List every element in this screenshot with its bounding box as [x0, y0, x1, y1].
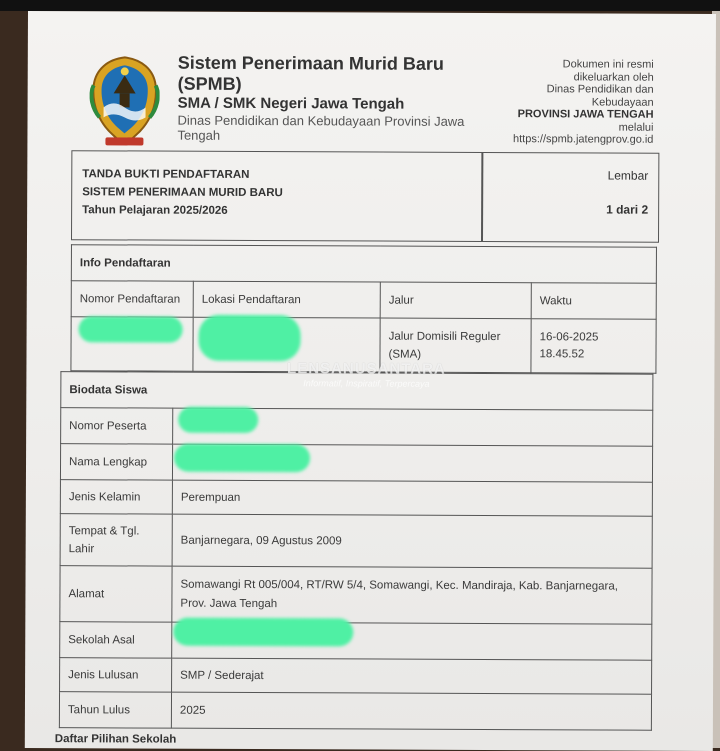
- field-label: Tahun Lulus: [59, 692, 171, 728]
- sheet-label: Lembar: [607, 168, 649, 183]
- field-label: Jenis Kelamin: [60, 480, 172, 514]
- field-value: Perempuan: [172, 480, 652, 516]
- header-title-block: [177, 54, 477, 144]
- field-value: Banjarnegara, 09 Agustus 2009: [172, 514, 652, 568]
- watermark: [236, 360, 496, 389]
- field-label: Sekolah Asal: [60, 622, 172, 658]
- redaction-mark: [198, 315, 300, 361]
- route-cell: Jalur Domisili Reguler (SMA): [380, 318, 531, 373]
- notice-url: https://spmb.jatengprov.go.id: [512, 133, 654, 146]
- field-label: Nomor Peserta: [61, 408, 173, 444]
- system-title: Sistem Penerimaan Murid Baru: [177, 52, 444, 74]
- notice-line: Dinas Pendidikan dan: [546, 83, 654, 96]
- title-divider: [481, 153, 483, 241]
- section-heading-school-choices: Daftar Pilihan Sekolah: [54, 733, 177, 746]
- academic-year: Tahun Pelajaran 2025/2026: [82, 204, 228, 217]
- system-subtitle: SMA / SMK Negeri Jawa Tengah: [177, 94, 405, 113]
- system-abbreviation: (SPMB): [177, 73, 242, 94]
- registration-time: 18.45.52: [539, 347, 585, 360]
- section-heading-biodata: Biodata Siswa: [61, 372, 653, 411]
- top-bar: [0, 0, 720, 11]
- receipt-title-line: TANDA BUKTI PENDAFTARAN: [82, 168, 250, 181]
- receipt-title-box: [71, 150, 659, 243]
- agency-name: Dinas Pendidikan dan Kebudayaan Provinsi Jawa Tengah: [177, 112, 465, 143]
- column-header: Nomor Pendaftaran: [71, 281, 193, 318]
- watermark-tagline: Informatif, Inspiratif, Terpercaya: [303, 378, 430, 389]
- field-value: SMP / Sederajat: [172, 658, 652, 694]
- student-biodata-table: [59, 371, 654, 731]
- redaction-mark: [173, 618, 353, 647]
- notice-via: melalui: [618, 121, 654, 134]
- column-header: Jalur: [380, 282, 531, 319]
- redaction-mark: [174, 444, 310, 473]
- column-header: Waktu: [531, 283, 656, 320]
- official-notice: [473, 58, 653, 146]
- section-heading-info: Info Pendaftaran: [71, 245, 656, 284]
- notice-line: Dokumen ini resmi: [562, 58, 654, 71]
- field-label: Alamat: [60, 566, 172, 622]
- watermark-text: LENSANUSANTARA: [287, 360, 446, 378]
- field-value: Somawangi Rt 005/004, RT/RW 5/4, Somawangi, Kec. Mandiraja, Kab. Banjarnegara, Prov. Jawa Tengah: [172, 566, 652, 624]
- receipt-title: [82, 165, 283, 220]
- registration-date: 16-06-2025: [539, 330, 599, 343]
- field-label: Nama Lengkap: [60, 444, 172, 480]
- document-page: [25, 11, 716, 751]
- receipt-title-line: SISTEM PENERIMAAN MURID BARU: [82, 186, 283, 200]
- redaction-mark: [178, 407, 258, 433]
- central-java-province-emblem-icon: [89, 53, 159, 147]
- sheet-number: 1 dari 2: [606, 202, 649, 217]
- field-label: Jenis Lulusan: [60, 658, 172, 692]
- column-header: Lokasi Pendaftaran: [193, 281, 380, 318]
- notice-province: PROVINSI JAWA TENGAH: [517, 108, 654, 121]
- time-cell: [531, 319, 656, 374]
- notice-line: Kebudayaan: [591, 95, 654, 109]
- notice-line: dikeluarkan oleh: [573, 70, 654, 84]
- field-label: Tempat & Tgl. Lahir: [60, 514, 172, 566]
- registration-info-table: [70, 244, 657, 374]
- field-value: 2025: [171, 692, 651, 730]
- redaction-mark: [79, 316, 183, 342]
